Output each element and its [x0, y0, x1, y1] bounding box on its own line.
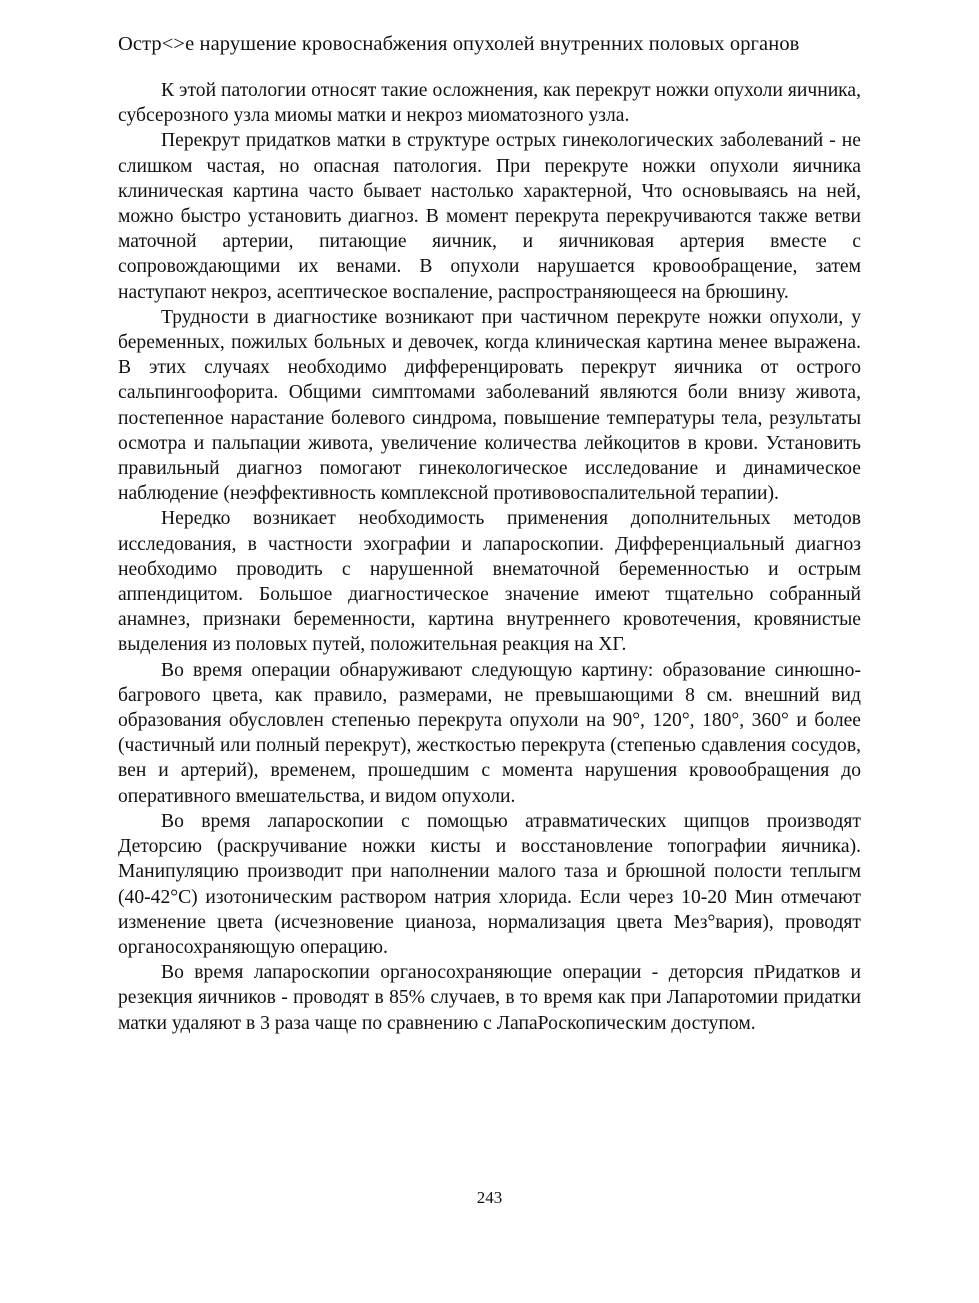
paragraph-operation-findings: Во время операции обнаруживают следующую картину: образование синюшно-багрового цвета, как правило, размерами, не превышающими 8 см. внешний вид образования обусловлен степенью перекрута опухоли на 90°, 120°, 180°, 360° и более (частичный или полный перекрут), жесткостью перекрута (степенью сдавления сосудов, вен и артерий), временем, прошедшим с момента нарушения кровообращения до оперативного вмешательства, и видом опухоли.: [118, 659, 861, 807]
paragraph-organ-preserving: Во время лапароскопии органосохраняющие операции - деторсия пРидатков и резекция яичников - проводят в 85% случаев, в то время как при Лапаротомии придатки матки удаляют в 3 раза чаще по сравнению с ЛапаРоскопическим доступом.: [118, 962, 861, 1034]
paragraph-adnexal-torsion: Перекрут придатков матки в структуре острых гинекологических заболеваний - не слишком частая, но опасная патология. При перекруте ножки опухоли яичника клиническая картина часто бывает настолько характерной, Что основываясь на ней, можно быстро установить диагноз. В момент перекрута перекручиваются также ветви маточной артерии, питающие яичник, и яичниковая артерия вместе с сопровождающими их венами. В опухоли нарушается кровообращение, затем наступают некроз, асептическое воспаление, распространяющееся на брюшину.: [118, 130, 861, 303]
paragraph-pathology-intro: К этой патологии относят такие осложнения, как перекрут ножки опухоли яичника, субсерозного узла миомы матки и некроз миоматозного узла.: [118, 80, 861, 127]
paragraph-additional-methods: Нередко возникает необходимость применения дополнительных методов исследования, в частности эхографии и лапароскопии. Дифференциальный диагноз необходимо проводить с нарушенной внематочной беременностью и острым аппендицитом. Большое диагностическое значение имеют тщательно собранный анамнез, признаки беременности, картина внутреннего кровотечения, кровянистые выделения из половых путей, положительная реакция на ХГ.: [118, 508, 861, 656]
body-text: [118, 78, 861, 1036]
paragraph-diagnostic-difficulties: Трудности в диагностике возникают при частичном перекруте ножки опухоли, у беременных, пожилых больных и девочек, когда клиническая картина менее выражена. В этих случаях необходимо дифференцировать перекрут яичника от острого сальпингоофорита. Общими симптомами заболеваний являются боли внизу живота, постепенное нарастание болевого синдрома, повышение температуры тела, результаты осмотра и пальпации живота, увеличение количества лейкоцитов в крови. Установить правильный диагноз помогают гинекологическое исследование и динамическое наблюдение (неэффективность комплексной противовоспалительной терапии).: [118, 306, 861, 505]
paragraph-laparoscopic-detorsion: Во время лапароскопии с помощью атравматических щипцов производят Деторсию (раскручивание ножки кисты и восстановление топографии яичника). Манипуляцию производит при наполнении малого таза и брюшной полости теплыгм (40-42°С) изотоническим раствором натрия хлорида. Если через 10-20 Мин отмечают изменение цвета (исчезновение цианоза, нормализация цвета Мез°вария), проводят органосохраняющую операцию.: [118, 810, 861, 958]
page-number: 243: [476, 1188, 503, 1207]
running-head: Остр<>е нарушение кровоснабжения опухолей внутренних половых органов: [118, 33, 800, 55]
